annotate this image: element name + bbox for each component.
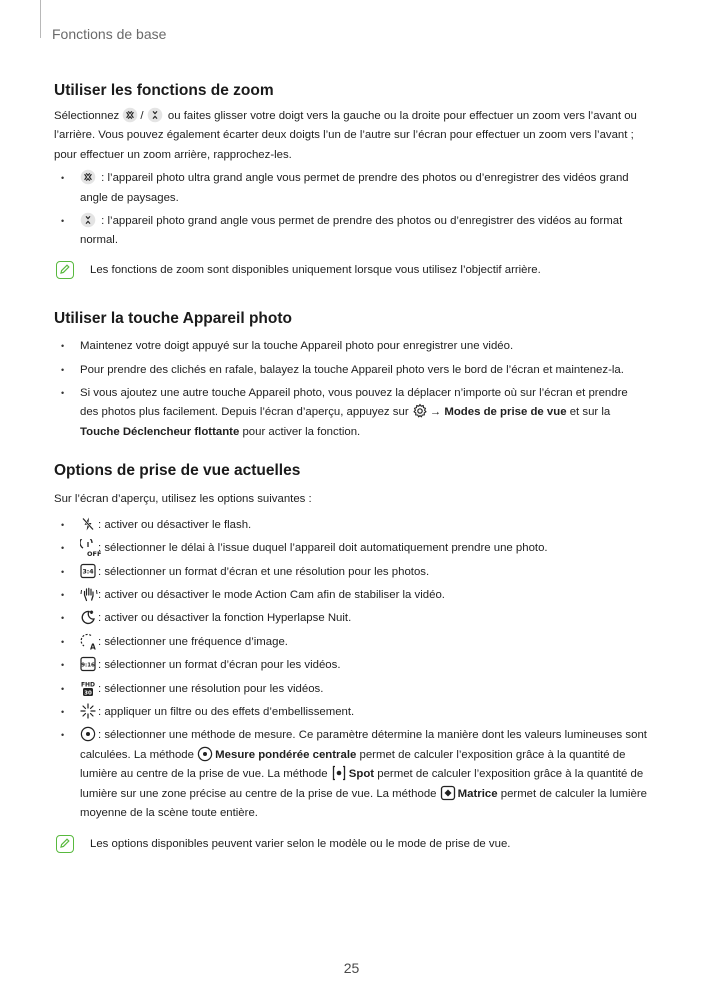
options-intro: Sur l’écran d’aperçu, utilisez les options suivantes :	[54, 493, 312, 506]
hyperlapse-night-icon	[80, 609, 96, 625]
ratio-3-4-icon	[80, 563, 96, 579]
list-item: • : appliquer un filtre ou des effets d’embellissement.	[54, 703, 648, 722]
options-heading: Options de prise de vue actuelles	[54, 462, 301, 480]
frame-rate-auto-icon	[80, 633, 96, 649]
list-item: • : activer ou désactiver le mode Action Cam afin de stabiliser la vidéo.	[54, 586, 648, 605]
list-item: • Si vous ajoutez une autre touche Appareil photo, vous pouvez la déplacer n’importe où sur l’écran et prendre des photos plus facilement. Depuis l’écran d’aperçu, appuyez sur → Modes de prise de vue et sur la Touche Déclencheur flottante pour activer la fonction.	[54, 384, 648, 442]
list-item: • : sélectionner une méthode de mesure. Ce paramètre détermine la manière dont les valeurs lumineuses sont calculées. La méthode Mesure pondérée centrale permet de calculer l’exposition grâce à la quantité de lumière au centre de la prise de vue. La méthode Spot permet de calculer l’exposition grâce à la quantité de lumière sur une zone précise au centre de la prise de vue. La méthode Matrice permet de calculer la lumière moyenne de la scène toute entière.	[54, 726, 648, 823]
list-item: • Maintenez votre doigt appuyé sur la touche Appareil photo pour enregistrer une vidéo.	[54, 337, 648, 356]
zoom-section	[54, 82, 648, 280]
ratio-video-label: • 9:16	[81, 662, 95, 669]
list-item: • : l’appareil photo grand angle vous permet de prendre des photos ou d’enregistrer des vidéos au format normal.	[54, 212, 648, 251]
shutter-heading: Utiliser la touche Appareil photo	[54, 310, 292, 328]
shutter-list	[54, 337, 648, 442]
zoom-note-text: Les fonctions de zoom sont disponibles uniquement lorsque vous utilisez l’objectif arrière.	[90, 263, 541, 276]
zoom-lens-list	[54, 169, 648, 251]
list-item: • : l’appareil photo ultra grand angle vous permet de prendre des photos ou d’enregistrer des vidéos grand angle de paysages.	[54, 169, 648, 208]
spot-metering-icon	[331, 765, 347, 781]
action-cam-hand-icon	[80, 586, 96, 602]
matrix-metering-icon	[440, 785, 456, 801]
timer-off-label: • OFF	[87, 550, 102, 558]
fhd-fps-label: 30	[84, 689, 92, 696]
header-rule	[40, 0, 41, 38]
options-section	[54, 462, 648, 855]
flash-off-icon	[80, 516, 96, 532]
list-item: • 3:4 : sélectionner un format d’écran et une résolution pour les photos.	[54, 563, 648, 582]
options-note-text: Les options disponibles peuvent varier selon le modèle ou le mode de prise de vue.	[90, 838, 511, 851]
list-item: • Pour prendre des clichés en rafale, balayez la touche Appareil photo vers le bord de l’écran et maintenez-la.	[54, 361, 648, 380]
page-content	[54, 82, 648, 855]
list-item: • FHD 30 : sélectionner une résolution pour les vidéos.	[54, 680, 648, 699]
list-item: • 9:16 : sélectionner un format d’écran pour les vidéos.	[54, 656, 648, 675]
ratio-9-16-icon	[80, 656, 96, 672]
page-number: 25	[343, 960, 360, 976]
zoom-intro: Sélectionnez / ou faites glisser votre doigt vers la gauche ou la droite pour effectuer un zoom vers l’avant ou l’arrière. Vous pouvez également écarter deux doigts l’un de l’autre sur l’écran pour effectuer un zoom vers l’avant ; pour effectuer un zoom arrière, rapprochez-les.	[54, 107, 648, 165]
options-list	[54, 516, 648, 824]
header-section-title: Fonctions de base	[52, 26, 167, 42]
zoom-note	[54, 261, 648, 280]
ultra-wide-lens-icon	[80, 169, 96, 185]
wide-lens-icon	[147, 107, 163, 123]
timer-off-icon	[80, 539, 102, 558]
filter-sparkle-icon	[80, 703, 96, 719]
shutter-section	[54, 310, 648, 442]
metering-icon	[80, 726, 96, 742]
svg-text:A: • A	[90, 642, 96, 650]
note-pencil-icon	[56, 835, 74, 853]
list-item: • : activer ou désactiver la fonction Hyperlapse Nuit.	[54, 609, 648, 628]
ratio-photo-label: • 3:4	[82, 568, 94, 576]
fhd-30-icon	[80, 680, 96, 696]
wide-lens-icon	[80, 212, 96, 228]
center-weighted-metering-icon	[197, 746, 213, 762]
fhd-label: • FHD	[80, 680, 96, 688]
note-pencil-icon	[56, 261, 74, 279]
ultra-wide-lens-icon	[122, 107, 138, 123]
list-item: • OFF : sélectionner le délai à l’issue duquel l’appareil doit automatiquement prendre une photo.	[54, 539, 648, 558]
list-item: • : activer ou désactiver le flash.	[54, 516, 648, 535]
options-note	[54, 835, 648, 854]
settings-gear-icon	[412, 403, 428, 419]
list-item: • A : sélectionner une fréquence d’image.	[54, 633, 648, 652]
zoom-heading: Utiliser les fonctions de zoom	[54, 82, 274, 99]
